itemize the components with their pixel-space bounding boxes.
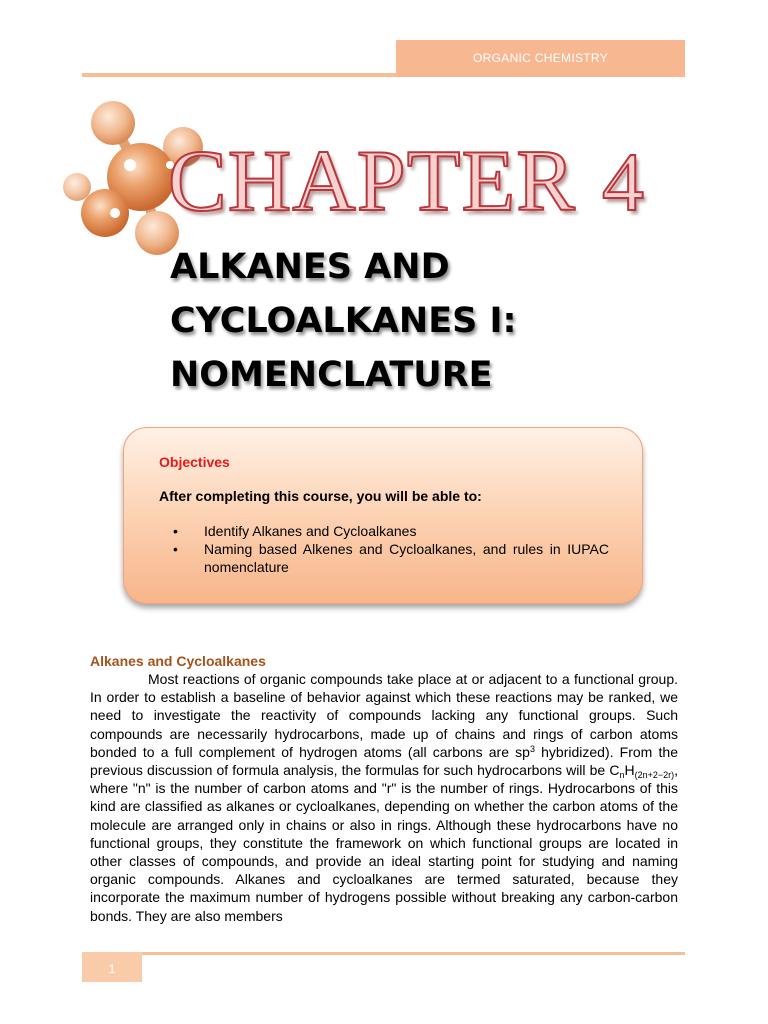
list-item — [159, 540, 609, 576]
page-number: 1 — [82, 952, 142, 982]
objective-text: Naming based Alkenes and Cycloalkanes, and rules in IUPAC nomenclature — [204, 541, 609, 575]
chapter-title — [168, 132, 645, 233]
chapter-word: CHAPTER — [168, 133, 576, 230]
body-paragraph — [90, 670, 678, 925]
objectives-list — [159, 522, 609, 576]
bullet-icon: • — [173, 523, 178, 539]
superscript: 3 — [529, 743, 535, 754]
section-heading: Alkanes and Cycloalkanes — [90, 653, 266, 669]
objectives-intro: After completing this course, you will be able to: — [159, 488, 482, 504]
subtitle-line: CYCLOALKANES I: — [170, 301, 517, 341]
subtitle-line: ALKANES AND — [170, 247, 450, 287]
body-text-part: , where "n" is the number of carbon atoms and "r" is the number of rings. Hydrocarbons of this kind are classified as alkanes or cycloalkanes, depending on whether the carbon atoms of the molecule are arranged only in chains or also in rings. Although these hydrocarbons have no functional groups, they constitute the framework on which functional groups are located in other classes of compounds, and provide an ideal starting point for studying and naming organic compounds. Alkanes and cycloalkanes are termed saturated, because they incorporate the maximum number of hydrogens possible without breaking any carbon-carbon bonds. They are also members — [90, 762, 678, 924]
subtitle-line: NOMENCLATURE — [170, 355, 493, 395]
objectives-box — [123, 427, 643, 604]
chapter-number: 4 — [601, 136, 645, 229]
chapter-subtitle — [170, 240, 690, 402]
objective-text: Identify Alkanes and Cycloalkanes — [204, 523, 417, 539]
subscript: n — [619, 770, 625, 781]
formula-h: H — [624, 762, 635, 779]
bullet-icon: • — [173, 541, 178, 557]
list-item — [159, 522, 609, 540]
footer-rule — [82, 952, 685, 955]
objectives-title: Objectives — [159, 454, 230, 470]
body-text-part: Most reactions of organic compounds take place at or adjacent to a functional group. In order to establish a baseline of behavior against which these reactions may be ranked, we need to investigate the reactivity of compounds lacking any functional groups. Such compounds are necessarily hydrocarbons, made up of chains and rings of carbon atoms bonded to a full complement of hydrogen atoms (all carbons are sp — [90, 671, 678, 760]
header-tab: ORGANIC CHEMISTRY — [396, 40, 685, 77]
subscript: (2n+2−2r) — [634, 770, 675, 781]
body-text-part: hybridized). From the previous discussion of formula analysis, the formulas for such hydrocarbons will be C — [90, 743, 678, 779]
